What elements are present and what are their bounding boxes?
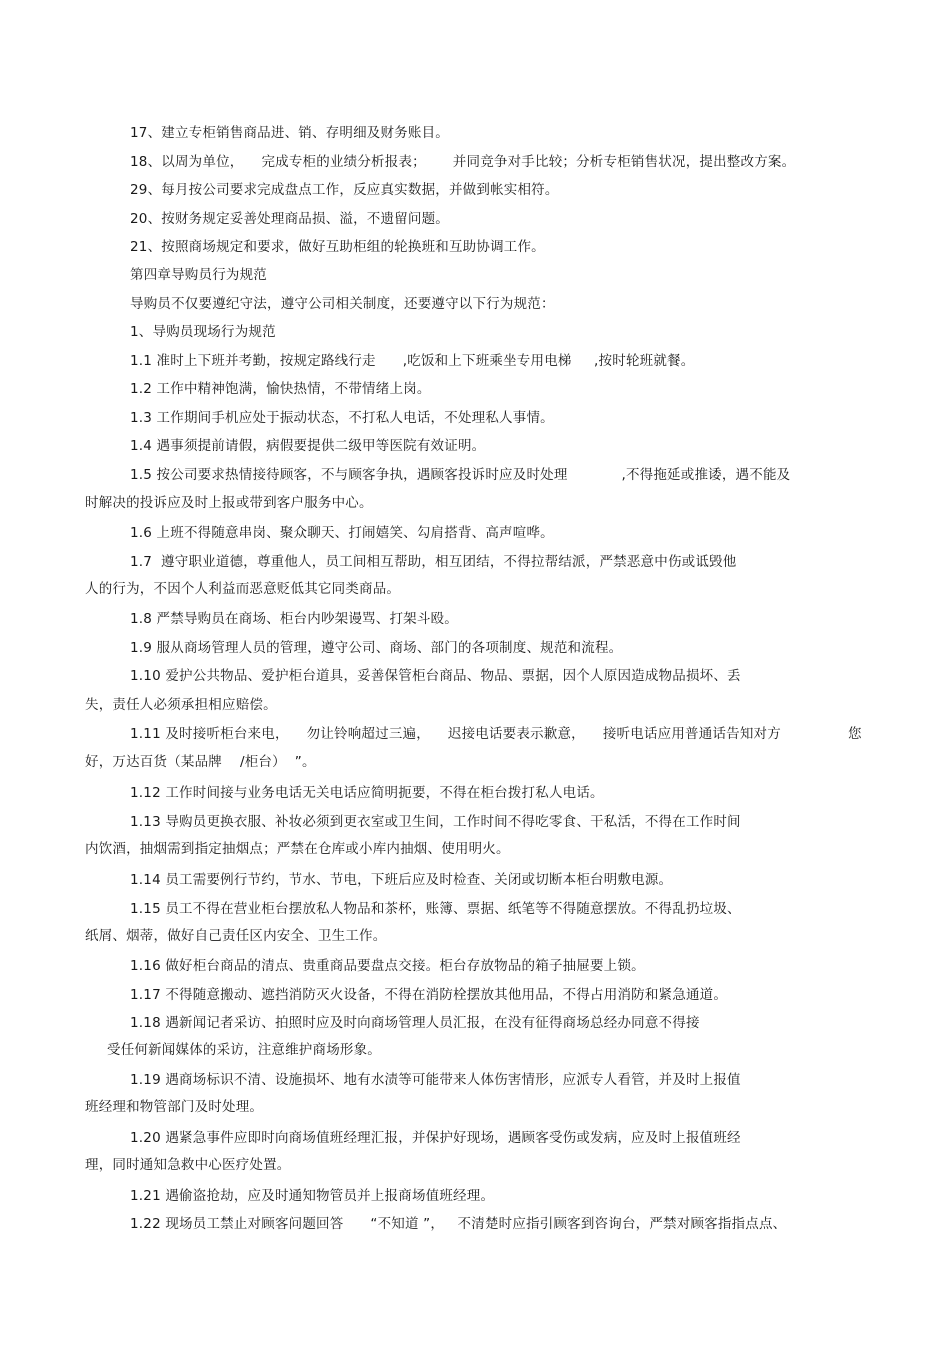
text-line: 失，责任人必须承担相应赔偿。 bbox=[85, 697, 277, 713]
chapter-heading: 第四章导购员行为规范 bbox=[130, 267, 267, 283]
text-line: 1.15 员工不得在营业柜台摆放私人物品和茶杯，账簿、票据、纸笔等不得随意摆放。不得乱扔垃圾、 bbox=[130, 901, 741, 917]
text-line: 您 bbox=[848, 726, 862, 742]
text-line: 1.17 不得随意搬动、遮挡消防灭火设备，不得在消防栓摆放其他用品，不得占用消防和紧急通道。 bbox=[130, 987, 728, 1003]
text-line: 受任何新闻媒体的采访，注意维护商场形象。 bbox=[107, 1042, 381, 1058]
text-line: 29、每月按公司要求完成盘点工作，反应真实数据，并做到帐实相符。 bbox=[130, 182, 559, 198]
text-line: 1.13 导购员更换衣服、补妆必须到更衣室或卫生间，工作时间不得吃零食、干私活，不得在工作时间 bbox=[130, 814, 741, 830]
text-line: 1.7 遵守职业道德，尊重他人，员工间相互帮助，相互团结，不得拉帮结派，严禁恶意中伤或诋毁他 bbox=[130, 554, 737, 570]
text-line: 好，万达百货（某品牌 /柜台） ”。 bbox=[85, 754, 316, 770]
text-line: 1.5 按公司要求热情接待顾客，不与顾客争执，遇顾客投诉时应及时处理 ,不得拖延或推诿，遇不能及 bbox=[130, 467, 791, 483]
text-line: 1.21 遇偷盗抢劫，应及时通知物管员并上报商场值班经理。 bbox=[130, 1188, 495, 1204]
text-line: 1.18 遇新闻记者采访、拍照时应及时向商场管理人员汇报，在没有征得商场总经办同意不得接 bbox=[130, 1015, 700, 1031]
text-line: 1.14 员工需要例行节约，节水、节电，下班后应及时检查、关闭或切断本柜台明敷电源。 bbox=[130, 872, 673, 888]
text-line: 1.1 准时上下班并考勤，按规定路线行走 ,吃饭和上下班乘坐专用电梯 ,按时轮班就餐。 bbox=[130, 353, 695, 369]
text-line: 1.8 严禁导购员在商场、柜台内吵架谩骂、打架斗殴。 bbox=[130, 611, 458, 627]
text-line: 20、按财务规定妥善处理商品损、溢，不遗留问题。 bbox=[130, 211, 449, 227]
text-line: 21、按照商场规定和要求，做好互助柜组的轮换班和互助协调工作。 bbox=[130, 239, 545, 255]
text-line: 1.16 做好柜台商品的清点、贵重商品要盘点交接。柜台存放物品的箱子抽屉要上锁。 bbox=[130, 958, 645, 974]
text-line: 1.12 工作时间接与业务电话无关电话应简明扼要，不得在柜台拨打私人电话。 bbox=[130, 785, 604, 801]
text-line: 1.6 上班不得随意串岗、聚众聊天、打闹嬉笑、勾肩搭背、高声喧哗。 bbox=[130, 525, 554, 541]
text-line: 1.22 现场员工禁止对顾客问题回答 “不知道 ”， 不清楚时应指引顾客到咨询台，严禁对顾客指指点点、 bbox=[130, 1216, 787, 1232]
text-line: 1.19 遇商场标识不清、设施损坏、地有水渍等可能带来人体伤害情形，应派专人看管，并及时上报值 bbox=[130, 1072, 741, 1088]
text-line: 导购员不仅要遵纪守法，遵守公司相关制度，还要遵守以下行为规范： bbox=[130, 296, 555, 312]
text-line: 时解决的投诉应及时上报或带到客户服务中心。 bbox=[85, 495, 373, 511]
section-heading: 1、导购员现场行为规范 bbox=[130, 324, 276, 340]
text-line: 17、建立专柜销售商品进、销、存明细及财务账目。 bbox=[130, 125, 449, 141]
text-line: 1.10 爱护公共物品、爱护柜台道具，妥善保管柜台商品、物品、票据，因个人原因造成物品损坏、丢 bbox=[130, 668, 741, 684]
text-line: 1.11 及时接听柜台来电， 勿让铃响超过三遍， 迟接电话要表示歉意， 接听电话应用普通话告知对方 bbox=[130, 726, 781, 742]
text-line: 理，同时通知急救中心医疗处置。 bbox=[85, 1157, 291, 1173]
text-line: 18、以周为单位， 完成专柜的业绩分析报表； 并同竞争对手比较；分析专柜销售状况，提出整改方案。 bbox=[130, 154, 796, 170]
text-line: 1.20 遇紧急事件应即时向商场值班经理汇报，并保护好现场，遇顾客受伤或发病，应及时上报值班经 bbox=[130, 1130, 741, 1146]
text-line: 人的行为，不因个人利益而恶意贬低其它同类商品。 bbox=[85, 581, 401, 597]
text-line: 1.3 工作期间手机应处于振动状态，不打私人电话，不处理私人事情。 bbox=[130, 410, 554, 426]
text-line: 1.9 服从商场管理人员的管理，遵守公司、商场、部门的各项制度、规范和流程。 bbox=[130, 640, 623, 656]
text-line: 班经理和物管部门及时处理。 bbox=[85, 1099, 264, 1115]
text-line: 内饮酒，抽烟需到指定抽烟点；严禁在仓库或小库内抽烟、使用明火。 bbox=[85, 841, 510, 857]
text-line: 纸屑、烟蒂，做好自己责任区内安全、卫生工作。 bbox=[85, 928, 387, 944]
text-line: 1.2 工作中精神饱满，愉快热情，不带情绪上岗。 bbox=[130, 381, 431, 397]
text-line: 1.4 遇事须提前请假，病假要提供二级甲等医院有效证明。 bbox=[130, 438, 486, 454]
